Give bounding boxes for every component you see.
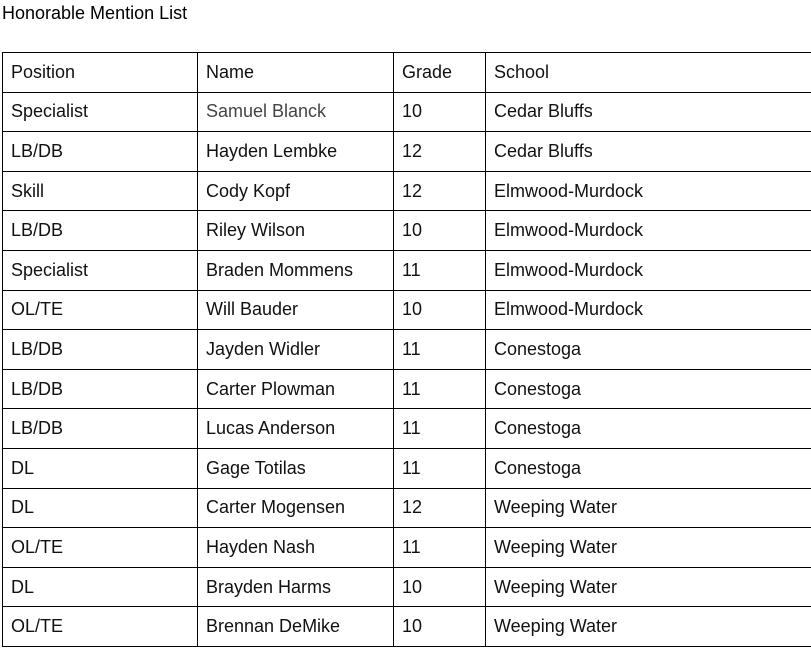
table-row <box>3 528 811 568</box>
header-grade: Grade <box>394 53 486 93</box>
honorable-mention-table <box>2 52 811 647</box>
cell-position: OL/TE <box>3 607 198 647</box>
table-row <box>3 211 811 251</box>
cell-grade: 10 <box>394 211 486 251</box>
cell-name: Brayden Harms <box>198 567 394 607</box>
cell-name: Braden Mommens <box>198 250 394 290</box>
table-row <box>3 369 811 409</box>
table-header-row <box>3 53 811 93</box>
cell-position: OL/TE <box>3 290 198 330</box>
cell-school: Elmwood-Murdock <box>486 171 811 211</box>
cell-position: Specialist <box>3 92 198 132</box>
cell-position: LB/DB <box>3 409 198 449</box>
cell-school: Weeping Water <box>486 607 811 647</box>
cell-name: Lucas Anderson <box>198 409 394 449</box>
cell-grade: 11 <box>394 409 486 449</box>
cell-position: LB/DB <box>3 211 198 251</box>
cell-school: Elmwood-Murdock <box>486 290 811 330</box>
cell-position: DL <box>3 448 198 488</box>
document-title: Honorable Mention List <box>2 3 188 23</box>
cell-school: Elmwood-Murdock <box>486 211 811 251</box>
cell-grade: 12 <box>394 171 486 211</box>
cell-position: DL <box>3 567 198 607</box>
cell-school: Weeping Water <box>486 528 811 568</box>
cell-grade: 11 <box>394 250 486 290</box>
cell-school: Conestoga <box>486 330 811 370</box>
table-row <box>3 607 811 647</box>
table-row <box>3 171 811 211</box>
table-row <box>3 290 811 330</box>
cell-name: Samuel Blanck <box>198 92 394 132</box>
table-row <box>3 132 811 172</box>
header-name: Name <box>198 53 394 93</box>
table-row <box>3 330 811 370</box>
cell-position: OL/TE <box>3 528 198 568</box>
cell-name: Riley Wilson <box>198 211 394 251</box>
cell-name: Cody Kopf <box>198 171 394 211</box>
cell-grade: 11 <box>394 330 486 370</box>
cell-name: Hayden Nash <box>198 528 394 568</box>
cell-school: Conestoga <box>486 369 811 409</box>
cell-grade: 10 <box>394 567 486 607</box>
table-row <box>3 250 811 290</box>
cell-position: LB/DB <box>3 369 198 409</box>
cell-school: Elmwood-Murdock <box>486 250 811 290</box>
cell-school: Weeping Water <box>486 567 811 607</box>
cell-name: Hayden Lembke <box>198 132 394 172</box>
cell-grade: 11 <box>394 369 486 409</box>
cell-school: Cedar Bluffs <box>486 92 811 132</box>
table-body <box>3 92 811 646</box>
cell-grade: 10 <box>394 607 486 647</box>
header-school: School <box>486 53 811 93</box>
cell-name: Gage Totilas <box>198 448 394 488</box>
cell-name: Carter Mogensen <box>198 488 394 528</box>
cell-school: Cedar Bluffs <box>486 132 811 172</box>
cell-name: Brennan DeMike <box>198 607 394 647</box>
cell-position: Skill <box>3 171 198 211</box>
cell-grade: 11 <box>394 448 486 488</box>
cell-grade: 10 <box>394 290 486 330</box>
cell-school: Conestoga <box>486 448 811 488</box>
cell-school: Conestoga <box>486 409 811 449</box>
cell-position: Specialist <box>3 250 198 290</box>
table-row <box>3 409 811 449</box>
table-row <box>3 488 811 528</box>
table-row <box>3 448 811 488</box>
cell-position: DL <box>3 488 198 528</box>
cell-grade: 10 <box>394 92 486 132</box>
cell-name: Carter Plowman <box>198 369 394 409</box>
cell-school: Weeping Water <box>486 488 811 528</box>
table-row <box>3 567 811 607</box>
cell-grade: 11 <box>394 528 486 568</box>
header-position: Position <box>3 53 198 93</box>
cell-position: LB/DB <box>3 330 198 370</box>
table-row <box>3 92 811 132</box>
cell-position: LB/DB <box>3 132 198 172</box>
cell-grade: 12 <box>394 488 486 528</box>
cell-name: Will Bauder <box>198 290 394 330</box>
cell-name: Jayden Widler <box>198 330 394 370</box>
cell-grade: 12 <box>394 132 486 172</box>
